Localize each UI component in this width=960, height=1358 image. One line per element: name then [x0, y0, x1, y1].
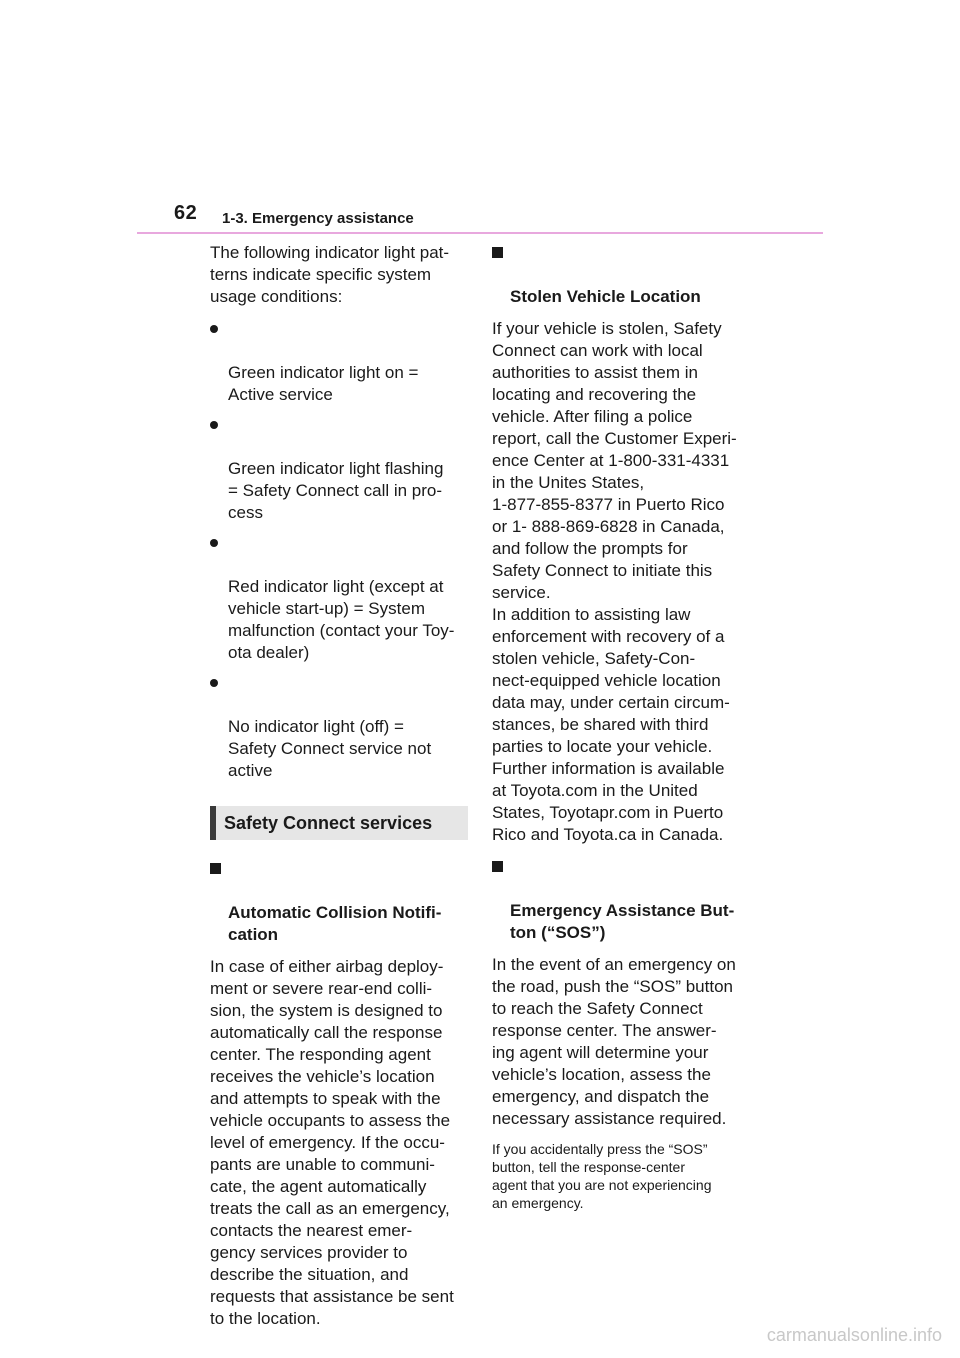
stolen-vehicle-location-heading: [492, 242, 754, 308]
subheading-text: Stolen Vehicle Location: [510, 287, 701, 306]
bullet-item: [210, 672, 472, 782]
sos-button-heading: [492, 856, 754, 944]
safety-connect-services-heading: Safety Connect services: [210, 806, 468, 840]
bullet-icon: [210, 325, 218, 333]
bullet-item: [210, 414, 472, 524]
square-bullet-icon: [492, 861, 503, 872]
left-column: [210, 242, 472, 1340]
bullet-text: No indicator light (off) = Safety Connect service not active: [228, 717, 432, 780]
sos-note: If you accidentally press the “SOS” button, tell the response-center agent that you are not experiencing an emergency.: [492, 1141, 712, 1211]
square-bullet-icon: [210, 863, 221, 874]
bullet-item: [210, 532, 472, 664]
header-divider: [137, 232, 823, 234]
bullet-icon: [210, 539, 218, 547]
section-title: 1-3. Emergency assistance: [222, 210, 414, 227]
bullet-item: [210, 318, 472, 406]
watermark: carmanualsonline.info: [766, 1325, 942, 1345]
right-column: [492, 242, 754, 1212]
sos-paragraph: In the event of an emergency on the road, push the “SOS” button to reach the Safety Connect response center. The answer- ing agent will determine your vehicle’s location, assess the emergency, and dispatch the necessary assistance required.: [492, 955, 736, 1128]
page-number: 62: [174, 202, 198, 224]
bullet-icon: [210, 421, 218, 429]
bullet-icon: [210, 679, 218, 687]
bullet-text: Green indicator light flashing = Safety Connect call in pro- cess: [228, 459, 444, 522]
acn-paragraph: In case of either airbag deploy- ment or severe rear-end colli- sion, the system is designed to automatically call the response center. The responding agent receives the vehicle’s location and attempts to speak with the vehicle occupants to assess the level of emergency. If the occu- pants are unable to communi- cate, the agent automatically treats the call as an emergency, contacts the nearest emer- gency services provider to describe the situation, and requests that assistance be sent to the location.: [210, 957, 454, 1328]
square-bullet-icon: [492, 247, 503, 258]
bullet-text: Red indicator light (except at vehicle start-up) = System malfunction (contact your Toy- ota dealer): [228, 577, 455, 662]
automatic-collision-notification-heading: [210, 858, 472, 946]
svl-paragraph: If your vehicle is stolen, Safety Connect can work with local authorities to assist them in locating and recovering the vehicle. After filing a police report, call the Customer Experi- ence Center at 1-800-331-4331 in the Unites States, 1-877-855-8377 in Puerto Rico or 1- 888-869-6828 in Canada, and follow the prompts for Safety Connect to initiate this service. In addition to assisting law enforcement with recovery of a stolen vehicle, Safety-Con- nect-equipped vehicle location data may, under certain circum- stances, be shared with third parties to locate your vehicle. Further information is available at Toyota.com in the United States, Toyotapr.com in Puerto Rico and Toyota.ca in Canada.: [492, 319, 737, 844]
subheading-text: Automatic Collision Notifi- cation: [228, 903, 442, 944]
bullet-text: Green indicator light on = Active service: [228, 363, 419, 404]
intro-paragraph: The following indicator light pat- terns indicate specific system usage conditions:: [210, 243, 450, 306]
subheading-text: Emergency Assistance But- ton (“SOS”): [510, 901, 735, 942]
